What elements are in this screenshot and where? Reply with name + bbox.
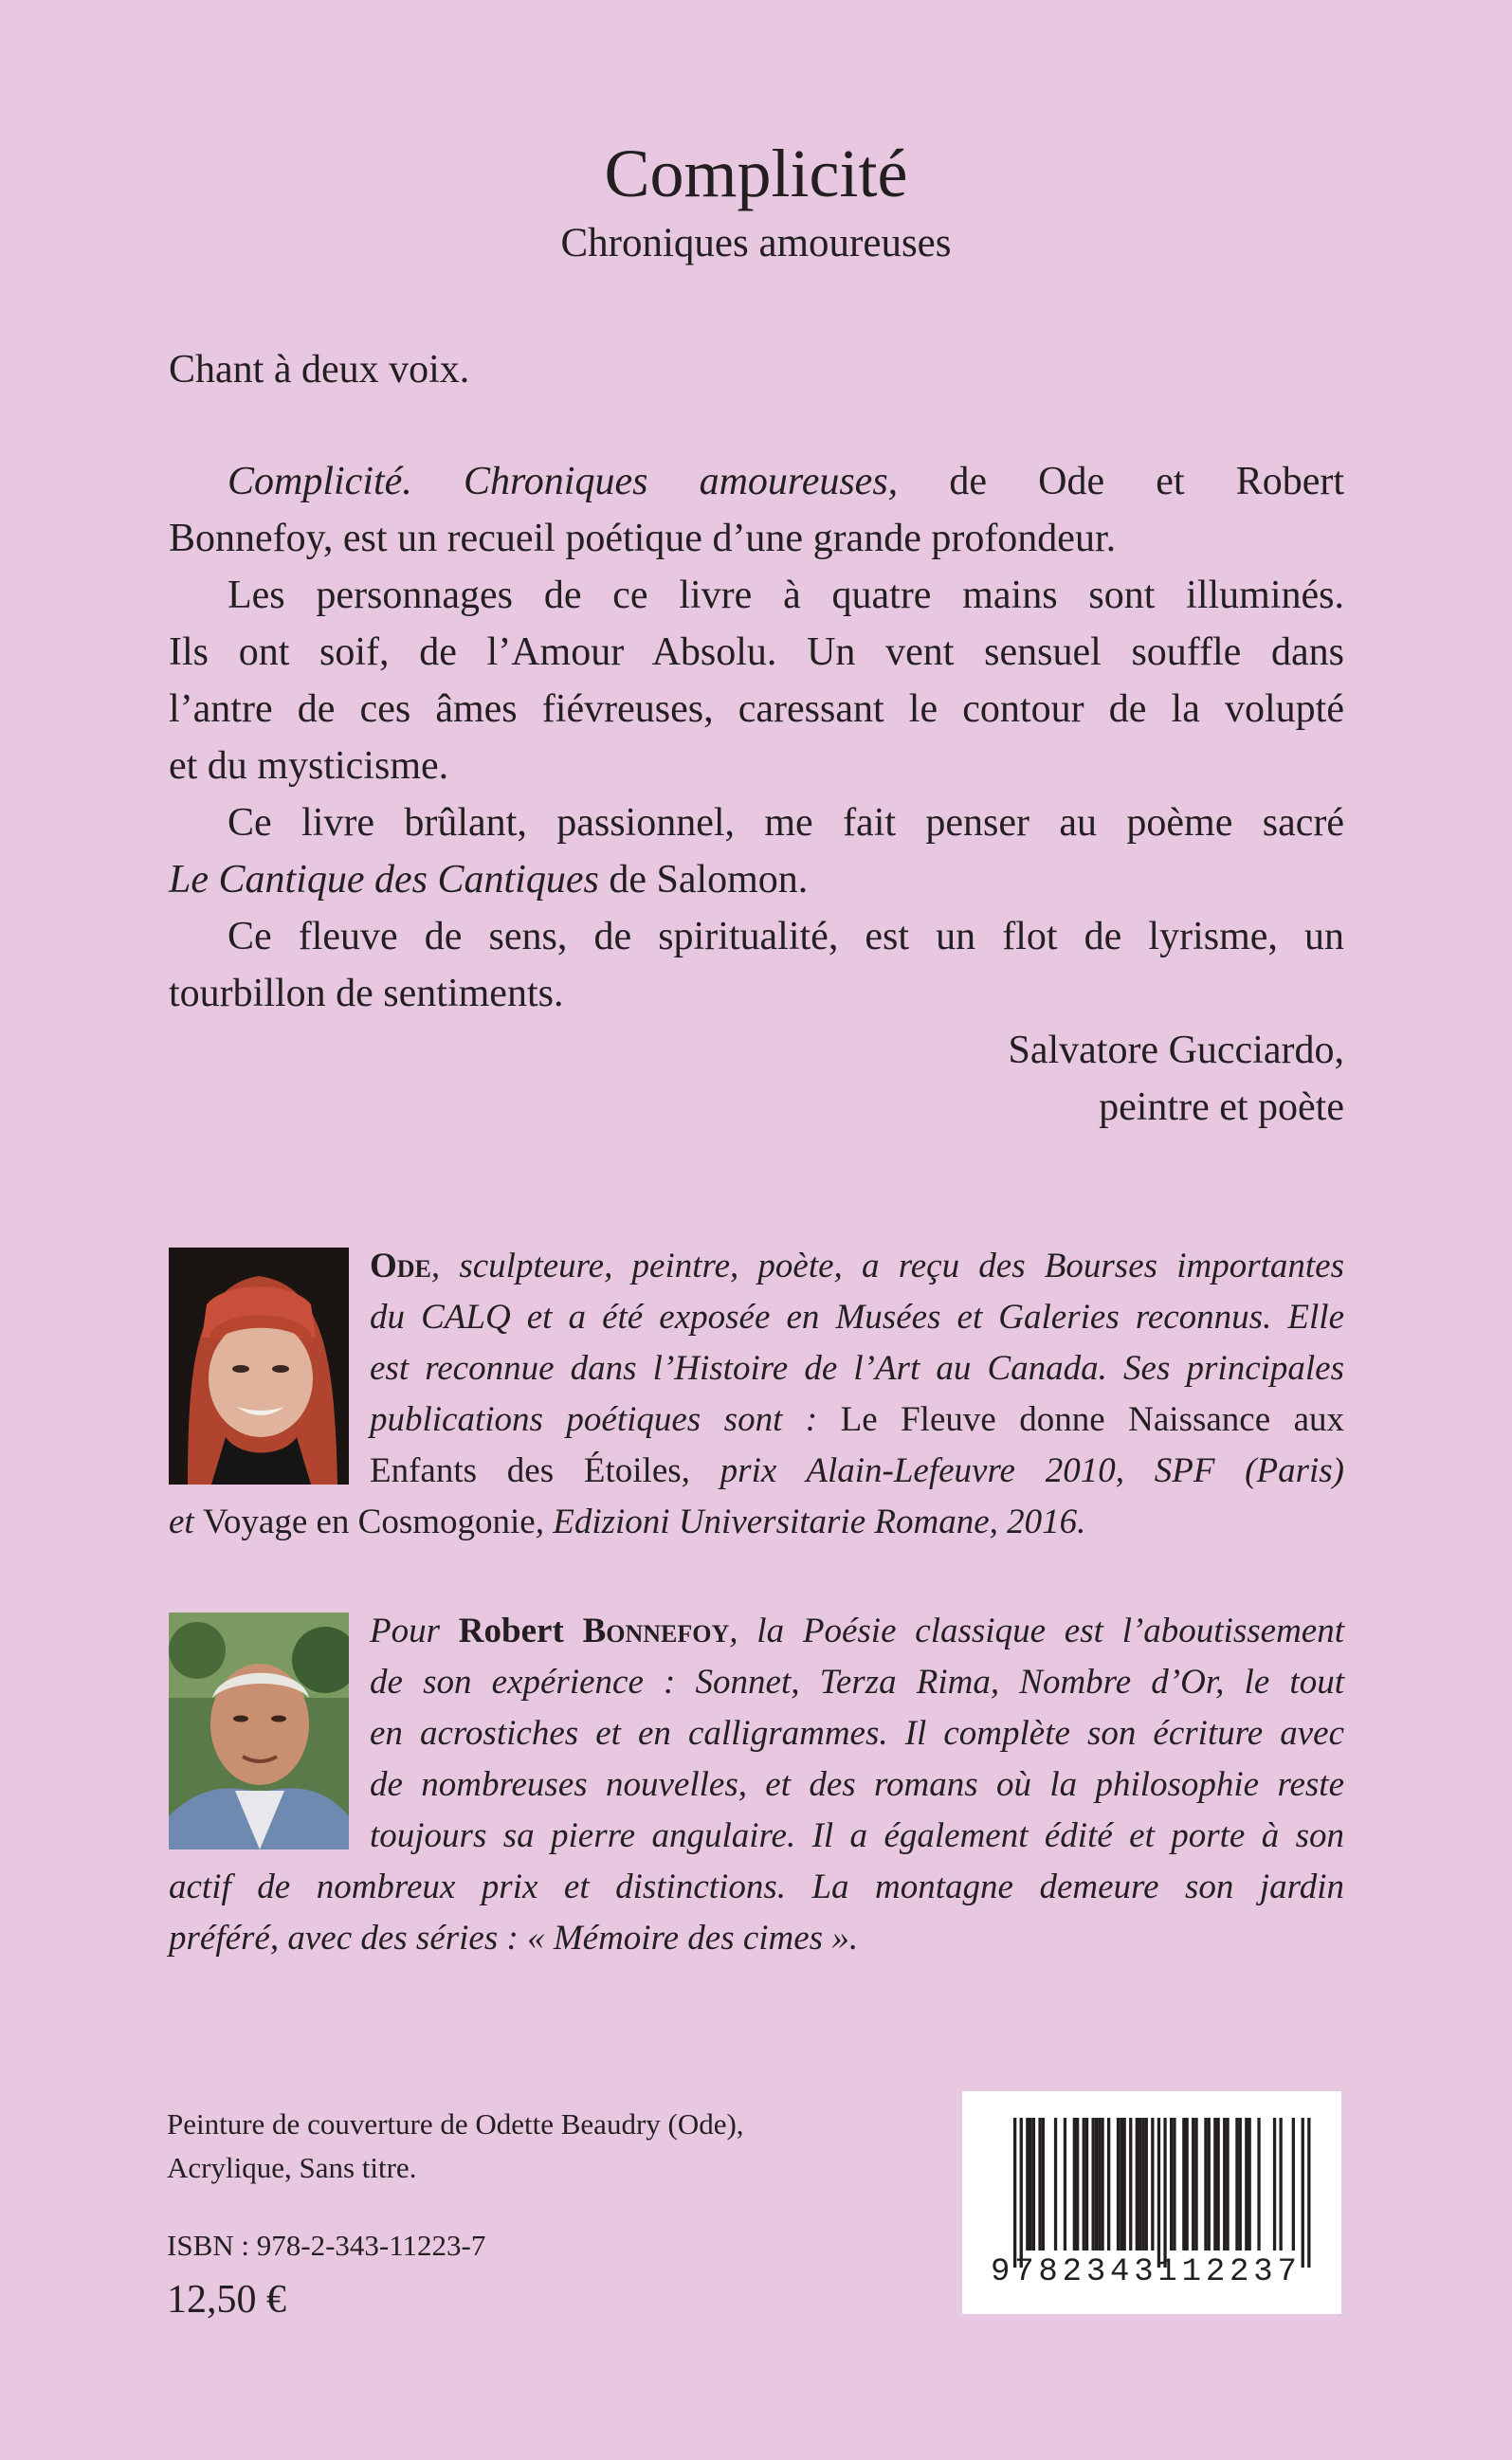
barcode-bar xyxy=(1245,2118,1248,2250)
barcode-bar xyxy=(1026,2118,1029,2250)
bio-text: Pour xyxy=(370,1612,440,1650)
bio-text: de son expérience : Sonnet, Terza Rima, Nombre d’Or, le tout xyxy=(370,1663,1344,1702)
barcode-bar xyxy=(1117,2118,1120,2250)
cover-credit-line: Acrylique, Sans titre. xyxy=(167,2151,417,2184)
bio-text: , Edizioni Universitarie Romane, 2016. xyxy=(535,1503,1086,1541)
blurb-text: Ce livre brûlant, passionnel, me fait penser au poème sacré xyxy=(228,801,1344,845)
cover-credit-line: Peinture de couverture de Odette Beaudry (Ode), xyxy=(167,2107,744,2141)
barcode-bar xyxy=(1235,2118,1238,2250)
barcode-bar xyxy=(1032,2118,1035,2250)
barcode-bar xyxy=(1248,2118,1251,2250)
bio-text: de nombreuses nouvelles, et des romans où la philosophie reste xyxy=(370,1765,1344,1804)
barcode-bar xyxy=(1029,2118,1032,2250)
bio-text: , la Poésie classique est l’aboutissement xyxy=(729,1612,1344,1650)
barcode-bar xyxy=(1239,2118,1242,2250)
blurb-paragraph-1 xyxy=(169,453,1344,567)
barcode-bar xyxy=(1170,2118,1173,2250)
barcode-bar xyxy=(1302,2118,1304,2268)
barcode-bar xyxy=(1095,2118,1098,2250)
bio-text: est reconnue dans l’Histoire de l’Art au Canada. Ses principales xyxy=(370,1349,1344,1388)
blurb-text: de Salomon. xyxy=(609,858,809,902)
barcode-bar xyxy=(1120,2118,1122,2250)
barcode-bar xyxy=(1129,2118,1132,2250)
barcode-bar xyxy=(1038,2118,1041,2250)
barcode-bar xyxy=(1192,2118,1194,2250)
blurb-paragraph-2 xyxy=(169,567,1344,794)
blurb-text: tourbillon de sentiments. xyxy=(169,972,564,1015)
bio-text: , sculpteure, peintre, poète, a reçu des Bourses importantes xyxy=(430,1247,1344,1285)
robert-first-name: Robert xyxy=(458,1612,564,1650)
barcode-bar xyxy=(1013,2118,1016,2268)
barcode-bar xyxy=(1141,2118,1144,2250)
barcode-bar xyxy=(1145,2118,1148,2250)
bio-text: publications poétiques sont : xyxy=(370,1400,818,1439)
barcode-bar xyxy=(1101,2118,1103,2250)
barcode-bar xyxy=(1042,2118,1045,2250)
ode-bio xyxy=(169,1241,1344,1548)
blurb-text: Ce fleuve de sens, de spiritualité, est un flot de lyrisme, un xyxy=(228,915,1344,958)
blurb-italic-subtitle: Chroniques amoureuses, xyxy=(463,460,899,503)
barcode-bar xyxy=(1139,2118,1141,2250)
intro-line: Chant à deux voix. xyxy=(169,348,470,392)
blurb-paragraph-3 xyxy=(169,794,1344,908)
barcode-bar xyxy=(1136,2118,1139,2250)
barcode-bar xyxy=(1064,2118,1066,2250)
barcode-bar xyxy=(1217,2118,1220,2250)
barcode-bar xyxy=(1226,2118,1229,2250)
barcode-bar xyxy=(1083,2118,1085,2250)
signature xyxy=(1008,1022,1344,1136)
barcode-bar xyxy=(1107,2118,1110,2250)
barcode-bar xyxy=(1307,2118,1310,2268)
bio-text: toujours sa pierre angulaire. Il a également édité et porte à son xyxy=(370,1816,1344,1855)
barcode-bar xyxy=(1280,2118,1283,2250)
barcode-bar xyxy=(1092,2118,1095,2250)
blurb-italic-title: Complicité. xyxy=(228,460,412,503)
blurb-text: Bonnefoy, est un recueil poétique d’une grande profondeur. xyxy=(169,517,1117,560)
isbn: ISBN : 978-2-343-11223-7 xyxy=(167,2229,486,2262)
barcode-bar xyxy=(1054,2118,1057,2250)
barcode-bar xyxy=(1073,2118,1076,2250)
blurb-text: Les personnages de ce livre à quatre mains sont illuminés. xyxy=(228,574,1344,617)
ode-book-2: Voyage en Cosmogonie xyxy=(202,1503,536,1541)
ode-book-1: Le Fleuve donne Naissance aux xyxy=(840,1400,1345,1439)
barcode-bar xyxy=(1157,2118,1160,2268)
bio-text: préféré, avec des séries : « Mémoire des cimes ». xyxy=(169,1919,859,1958)
blurb-paragraph-4 xyxy=(169,908,1344,1022)
barcode-bar xyxy=(1182,2118,1185,2250)
book-title: Complicité xyxy=(604,136,908,211)
signature-name: Salvatore Gucciardo, xyxy=(1008,1029,1344,1072)
cover-credit xyxy=(167,2103,744,2190)
barcode-bar xyxy=(1292,2118,1295,2250)
barcode-bar xyxy=(1204,2118,1207,2250)
barcode-bar xyxy=(1173,2118,1175,2250)
barcode-bar xyxy=(1194,2118,1197,2250)
blurb-text: et du mysticisme. xyxy=(169,744,449,788)
barcode-digits: 9782343112237 xyxy=(991,2254,1302,2290)
barcode-bar xyxy=(1123,2118,1126,2250)
price: 12,50 € xyxy=(167,2278,286,2322)
ode-book-1-cont: Enfants des Étoiles xyxy=(370,1451,682,1490)
barcode-bar xyxy=(1213,2118,1216,2250)
bio-text: du CALQ et a été exposée en Musées et Galeries reconnus. Elle xyxy=(370,1298,1344,1337)
blurb-text: de Ode et Robert xyxy=(949,460,1345,503)
ode-name: Ode xyxy=(370,1247,431,1285)
blurb-text: Ils ont soif, de l’Amour Absolu. Un vent sensuel souffle dans xyxy=(169,630,1344,674)
barcode-bar xyxy=(1163,2118,1166,2268)
barcode-bar xyxy=(1020,2118,1023,2268)
barcode-bar xyxy=(1076,2118,1079,2250)
barcode-bar xyxy=(1273,2118,1276,2250)
bio-text: actif de nombreux prix et distinctions. La montagne demeure son jardin xyxy=(169,1868,1344,1906)
barcode xyxy=(962,2091,1341,2314)
bio-text: , prix Alain-Lefeuvre 2010, SPF (Paris) xyxy=(681,1451,1345,1490)
blurb-text: l’antre de ces âmes fiévreuses, caressant le contour de la volupté xyxy=(169,687,1344,731)
signature-role: peintre et poète xyxy=(1099,1085,1344,1129)
barcode-bar xyxy=(1257,2118,1260,2250)
bio-text: en acrostiches et en calligrammes. Il complète son écriture avec xyxy=(370,1714,1344,1753)
barcode-bar xyxy=(1186,2118,1189,2250)
barcode-bar xyxy=(1085,2118,1088,2250)
robert-last-name: Bonnefoy xyxy=(582,1612,730,1650)
barcode-bar xyxy=(1208,2118,1211,2250)
book-subtitle: Chroniques amoureuses xyxy=(560,221,952,265)
barcode-bar xyxy=(1223,2118,1226,2250)
barcode-bar xyxy=(1098,2118,1101,2250)
robert-bio xyxy=(169,1606,1344,1964)
bio-text: et xyxy=(169,1503,194,1541)
blurb-italic-cantique: Le Cantique des Cantiques xyxy=(169,858,599,902)
barcode-bar xyxy=(1151,2118,1154,2250)
